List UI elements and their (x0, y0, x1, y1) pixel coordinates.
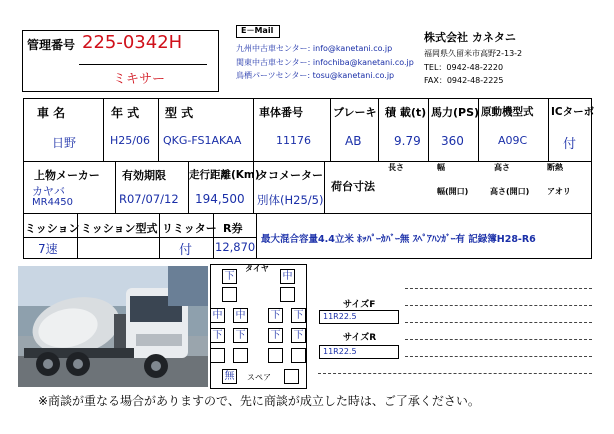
tire-front-left[interactable]: 下 (222, 269, 237, 284)
spare-label: スペア (247, 373, 271, 382)
dim-height-open: 高さ(開口) (490, 187, 530, 196)
tire-rear2-3[interactable]: 下 (268, 328, 283, 343)
value-engine-model: A09C (498, 134, 528, 147)
tire-spare[interactable]: 無 (222, 369, 237, 384)
mgmt-divider (79, 64, 207, 65)
col-divider (428, 98, 429, 161)
memo-line (405, 356, 592, 357)
tire-empty[interactable] (280, 287, 295, 302)
row2-divider (23, 213, 592, 214)
label-body-maker: 上物メーカー (34, 169, 100, 182)
label-mission: ミッション (25, 222, 80, 235)
memo-line (318, 373, 592, 374)
size-front-label: サイズF (343, 300, 376, 310)
dim-aori: アオリ (547, 187, 571, 196)
label-load: 積 載(t) (385, 106, 427, 119)
label-chassis-no: 車体番号 (259, 106, 303, 119)
tire-rear2-2[interactable]: 下 (233, 328, 248, 343)
mgmt-label: 管理番号 (27, 38, 76, 52)
tire-label: タイヤ (245, 264, 269, 273)
col-divider (330, 98, 331, 161)
mixer-truck-image (18, 266, 208, 387)
label-cargo-size: 荷台寸法 (331, 180, 375, 193)
value-body-model: MR4450 (32, 197, 74, 208)
col-divider (115, 161, 116, 213)
value-maker: 日野 (52, 136, 77, 150)
tire-empty[interactable] (222, 287, 237, 302)
memo-line (405, 288, 592, 289)
email-label: 九州中古車センター: (236, 44, 311, 53)
email-label: 関東中古車センター: (236, 58, 311, 67)
size-rear-value: 11R22.5 (319, 345, 399, 359)
size-front-value: 11R22.5 (319, 310, 399, 324)
tire-rear1-4[interactable]: 下 (291, 308, 306, 323)
label-ic-turbo: ICターボ (551, 106, 595, 118)
tire-empty[interactable] (268, 348, 283, 363)
value-limiter: 付 (179, 243, 193, 258)
col-divider (548, 98, 549, 161)
company-address: 福岡県久留米市高野2-13-2 (424, 49, 523, 58)
dim-width: 幅 (437, 163, 445, 172)
col-divider (324, 161, 325, 213)
col-divider (256, 213, 257, 259)
value-brake: AB (345, 134, 362, 148)
memo-line (405, 305, 592, 306)
label-r-ticket: R券 (223, 222, 243, 235)
tire-rear2-1[interactable]: 下 (210, 328, 225, 343)
tire-empty[interactable] (210, 348, 225, 363)
col-divider (158, 98, 159, 161)
col-divider (103, 98, 104, 161)
dim-height: 高さ (494, 163, 510, 172)
value-model: QKG-FS1AKAA (163, 134, 242, 147)
dim-length: 長さ (388, 163, 404, 172)
tire-empty[interactable] (233, 348, 248, 363)
vehicle-photo[interactable] (18, 266, 208, 387)
tire-front-right[interactable]: 中 (280, 269, 295, 284)
col-divider (253, 98, 254, 161)
label-tachometer: タコメーター (257, 169, 323, 182)
footer-note: ※商談が重なる場合がありますので、先に商談が成立した時は、ご了承ください。 (38, 394, 480, 408)
tire-empty[interactable] (291, 348, 306, 363)
tire-rear1-2[interactable]: 中 (233, 308, 248, 323)
email-title: E－Mail (241, 26, 274, 35)
value-ic-turbo: 付 (563, 137, 577, 152)
mgmt-number: 225-0342H (82, 32, 183, 53)
company-fax: FAX：0942-48-2225 (424, 76, 504, 85)
label-maker: 車 名 (37, 106, 66, 120)
value-inspection: R07/07/12 (119, 192, 179, 206)
memo-line (405, 322, 592, 323)
company-tel: TEL：0942-48-2220 (424, 63, 504, 72)
value-year: H25/06 (110, 134, 150, 147)
email-label: 鳥栖パーツセンター: (236, 71, 311, 80)
label-engine-model: 原動機型式 (481, 106, 534, 118)
size-rear-label: サイズR (343, 333, 377, 343)
tire-rear2-4[interactable]: 下 (291, 328, 306, 343)
email-line-2 (236, 57, 414, 68)
email-link[interactable]: info@kanetani.co.jp (312, 44, 393, 53)
col-divider (159, 213, 160, 259)
dim-width-open: 幅(開口) (437, 187, 469, 196)
vehicle-kind: ミキサー (113, 72, 166, 87)
dim-insulation: 断熱 (547, 163, 563, 172)
email-line-1 (236, 43, 392, 54)
value-mileage: 194,500 (195, 192, 245, 206)
email-link[interactable]: infochiba@kanetani.co.jp (312, 58, 414, 67)
company-name: 株式会社 カネタニ (424, 31, 516, 44)
col-divider (378, 98, 379, 161)
row3-inner-divider (23, 237, 256, 238)
value-r-ticket: 12,870 (215, 240, 256, 254)
value-mission: 7速 (38, 242, 58, 256)
value-tachometer: 別体(H25/5) (257, 193, 324, 207)
tire-rear1-1[interactable]: 中 (210, 308, 225, 323)
email-link[interactable]: tosu@kanetani.co.jp (312, 71, 395, 80)
label-mission-type: ミッション型式 (81, 222, 158, 235)
value-chassis-no: 11176 (276, 134, 311, 147)
tire-empty[interactable] (284, 369, 299, 384)
memo-line (405, 339, 592, 340)
label-inspection: 有効期限 (122, 169, 166, 182)
label-horsepower: 馬力(PS) (431, 106, 480, 119)
tire-rear1-3[interactable]: 下 (268, 308, 283, 323)
value-horsepower: 360 (441, 134, 464, 148)
value-load: 9.79 (394, 134, 421, 148)
label-year: 年 式 (111, 106, 140, 120)
remarks: 最大混合容量4.4立米 ﾎｯﾊﾟｰｶﾊﾞｰ無 ｽﾍﾟｱﾊﾝｶﾞｰ有 記録簿H28-R6 (261, 234, 536, 245)
label-brake: ブレーキ (333, 106, 377, 119)
value-body-maker: カヤバ (32, 185, 65, 198)
email-line-3 (236, 70, 394, 81)
label-model: 型 式 (165, 106, 194, 120)
label-limiter: リミッター (162, 222, 217, 235)
label-mileage: 走行距離(Km) (189, 169, 260, 181)
